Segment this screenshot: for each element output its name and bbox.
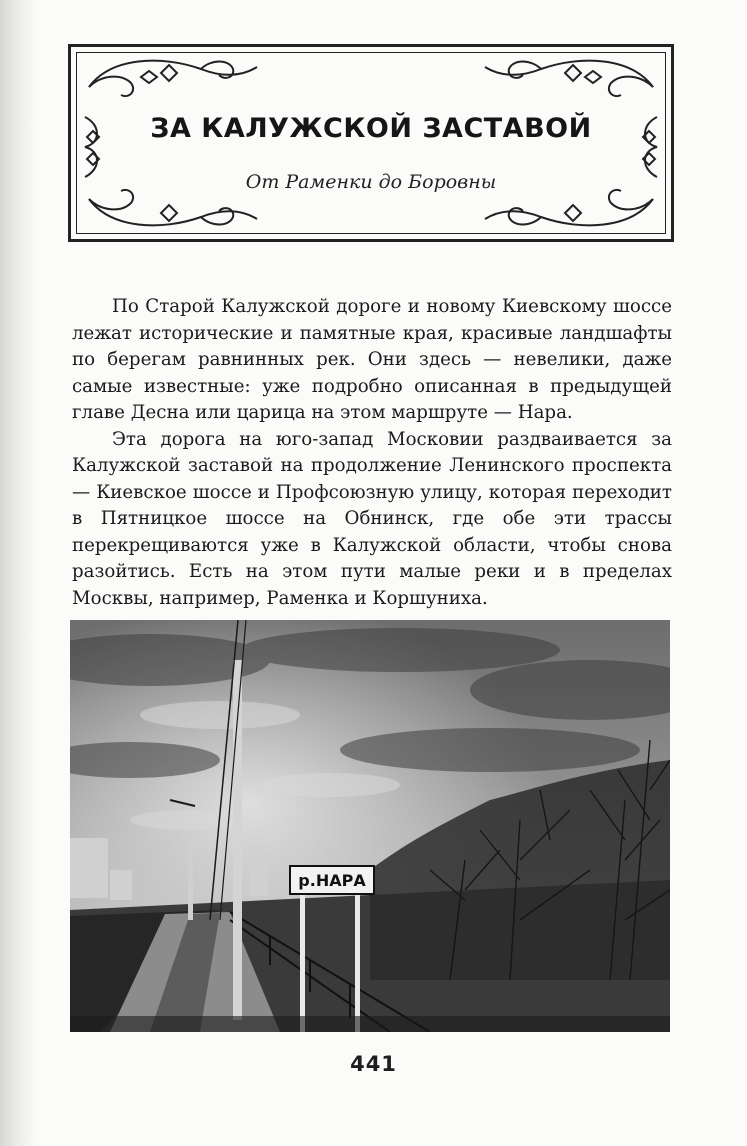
river-sign-text: р.НАРА (298, 871, 366, 890)
scan-edge (0, 0, 38, 1146)
chapter-subtitle: От Раменки до Боровны (245, 171, 497, 193)
chapter-title: ЗА КАЛУЖСКОЙ ЗАСТАВОЙ (150, 113, 592, 144)
bottom-right-swirl-icon (485, 190, 653, 225)
body-text (72, 294, 672, 612)
top-right-swirl-icon (485, 61, 653, 96)
paragraph-2: Эта дорога на юго-запад Московии раздваивается за Калужской заставой на продолжение Ленинского проспекта — Киевское шоссе и Профсоюзную улицу, которая переходит в Пятницкое шоссе на Обнинск, где обе эти трассы перекрещиваются уже в Калужской области, чтобы снова разойтись. Есть на этом пути малые реки и в пределах Москвы, например, Раменка и Коршуниха. (72, 428, 672, 609)
page-number: 441 (350, 1052, 397, 1076)
river-nara-photo (70, 620, 670, 1032)
top-left-swirl-icon (89, 61, 257, 96)
paragraph-1: По Старой Калужской дороге и новому Киевскому шоссе лежат исторические и памятные края, красивые ландшафты по берегам равнинных рек. Они здесь — невелики, даже самые известные: уже подробно описанная в предыдущей главе Десна или царица на этом маршруте — Нара. (72, 296, 672, 423)
chapter-header-frame (68, 44, 674, 242)
bottom-left-swirl-icon (89, 190, 257, 225)
photo-illustration (70, 620, 670, 1032)
